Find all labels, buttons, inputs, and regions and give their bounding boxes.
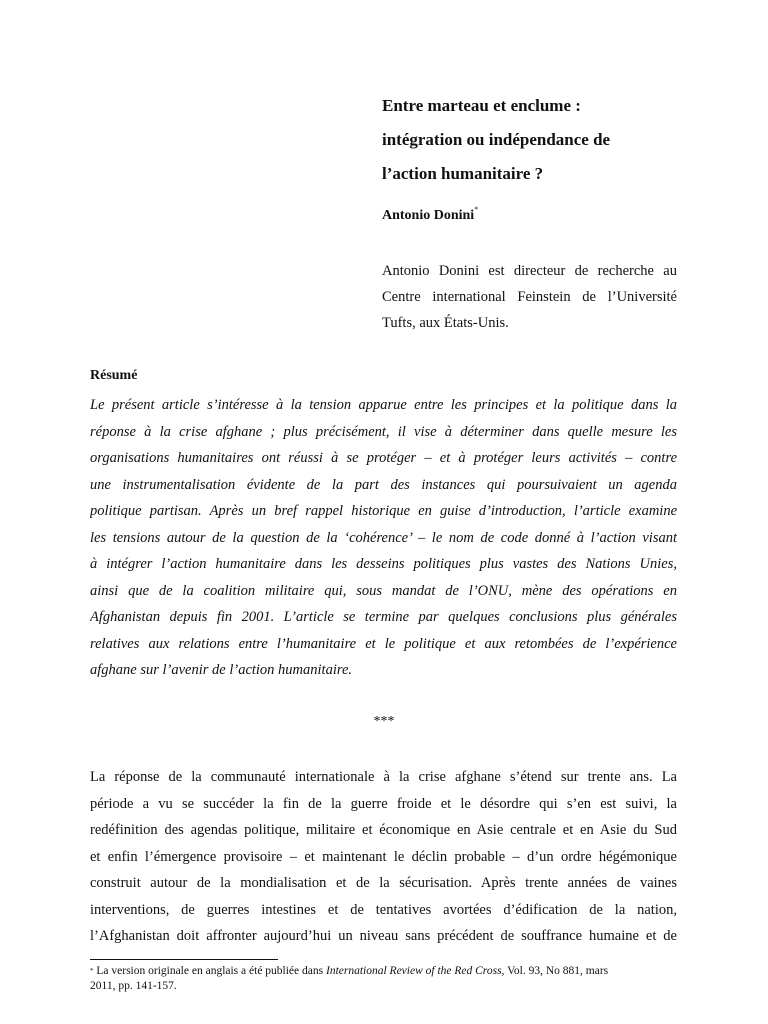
title-line: intégration ou indépendance de [382,130,611,149]
footnote-text-after: , Vol. 93, No 881, mars [501,965,609,977]
abstract-line: à intégrer l’action humanitaire dans les desseins politiques plus vastes des Nations Unies, [90,556,677,572]
body-line: interventions, de guerres intestines et de tentatives avortées d’édification de la nation, [90,901,677,918]
footnote-journal: International Review of the Red Cross [325,965,502,977]
abstract-line: Afghanistan depuis fin 2001. L’article se termine par quelques conclusions plus générales [90,609,677,625]
section-separator: *** [373,714,395,729]
abstract-line: politique partisan. Après un bref rappel historique en guise d’introduction, l’article examine [90,503,677,519]
article-title [382,89,682,191]
affiliation-line: Tufts, aux États-Unis. [382,315,509,331]
author-affiliation [382,258,677,336]
abstract-heading: Résumé [90,368,138,383]
body-line: construit autour de la mondialisation et de la sécurisation. Après trente années de vaines [90,875,677,891]
footnote [90,964,677,994]
abstract-paragraph [90,392,677,684]
affiliation-line: Centre international Feinstein de l’Université [382,289,677,305]
body-line: redéfinition des agendas politique, militaire et économique en Asie centrale et en Asie du Sud [90,822,677,838]
author-name-text: Antonio Donini [382,208,475,223]
author-name [382,205,479,224]
body-line: La réponse de la communauté internationale à la crise afghane s’étend sur trente ans. La [90,769,677,785]
abstract-line: une instrumentalisation évidente de la part des instances qui poursuivaient un agenda [90,476,677,493]
abstract-line: organisations humanitaires ont réussi à se protéger – et à protéger leurs activités – contre [90,450,677,466]
abstract-line: Le présent article s’intéresse à la tension apparue entre les principes et la politique dans la [90,397,677,413]
footnote-line [90,964,677,979]
footnote-marker: * [90,967,94,975]
affiliation-line: Antonio Donini est directeur de recherche au [382,263,677,279]
abstract-line: afghane sur l’avenir de l’action humanitaire. [90,662,353,678]
footnote-text-before: La version originale en anglais a été publiée dans [93,965,326,977]
footnote-divider [90,959,278,960]
title-line: l’action humanitaire ? [382,164,544,183]
abstract-line: réponse à la crise afghane ; plus précisément, il vise à déterminer dans quelle mesure les [90,423,677,440]
title-line: Entre marteau et enclume : [382,96,581,115]
body-line: période a vu se succéder la fin de la guerre froide et le désordre qui s’en est suivi, la [90,795,677,812]
abstract-line: les tensions autour de la question de la ‘cohérence’ – le nom de code donné à l’action visant [90,529,677,546]
footnote-line: 2011, pp. 141-157. [90,980,177,992]
body-line: l’Afghanistan doit affronter aujourd’hui un niveau sans précédent de souffrance humaine et de [90,928,677,944]
abstract-line: relatives aux relations entre l’humanitaire et le politique et aux retombées de l’expérience [90,635,677,652]
author-footnote-marker[interactable]: * [474,205,479,214]
body-line: et enfin l’émergence provisoire – et maintenant le déclin probable – d’un ordre hégémonique [90,848,677,865]
abstract-line: ainsi que de la coalition militaire qui, sous mandat de l’ONU, mène des opérations en [90,582,677,599]
body-paragraph [90,764,677,950]
